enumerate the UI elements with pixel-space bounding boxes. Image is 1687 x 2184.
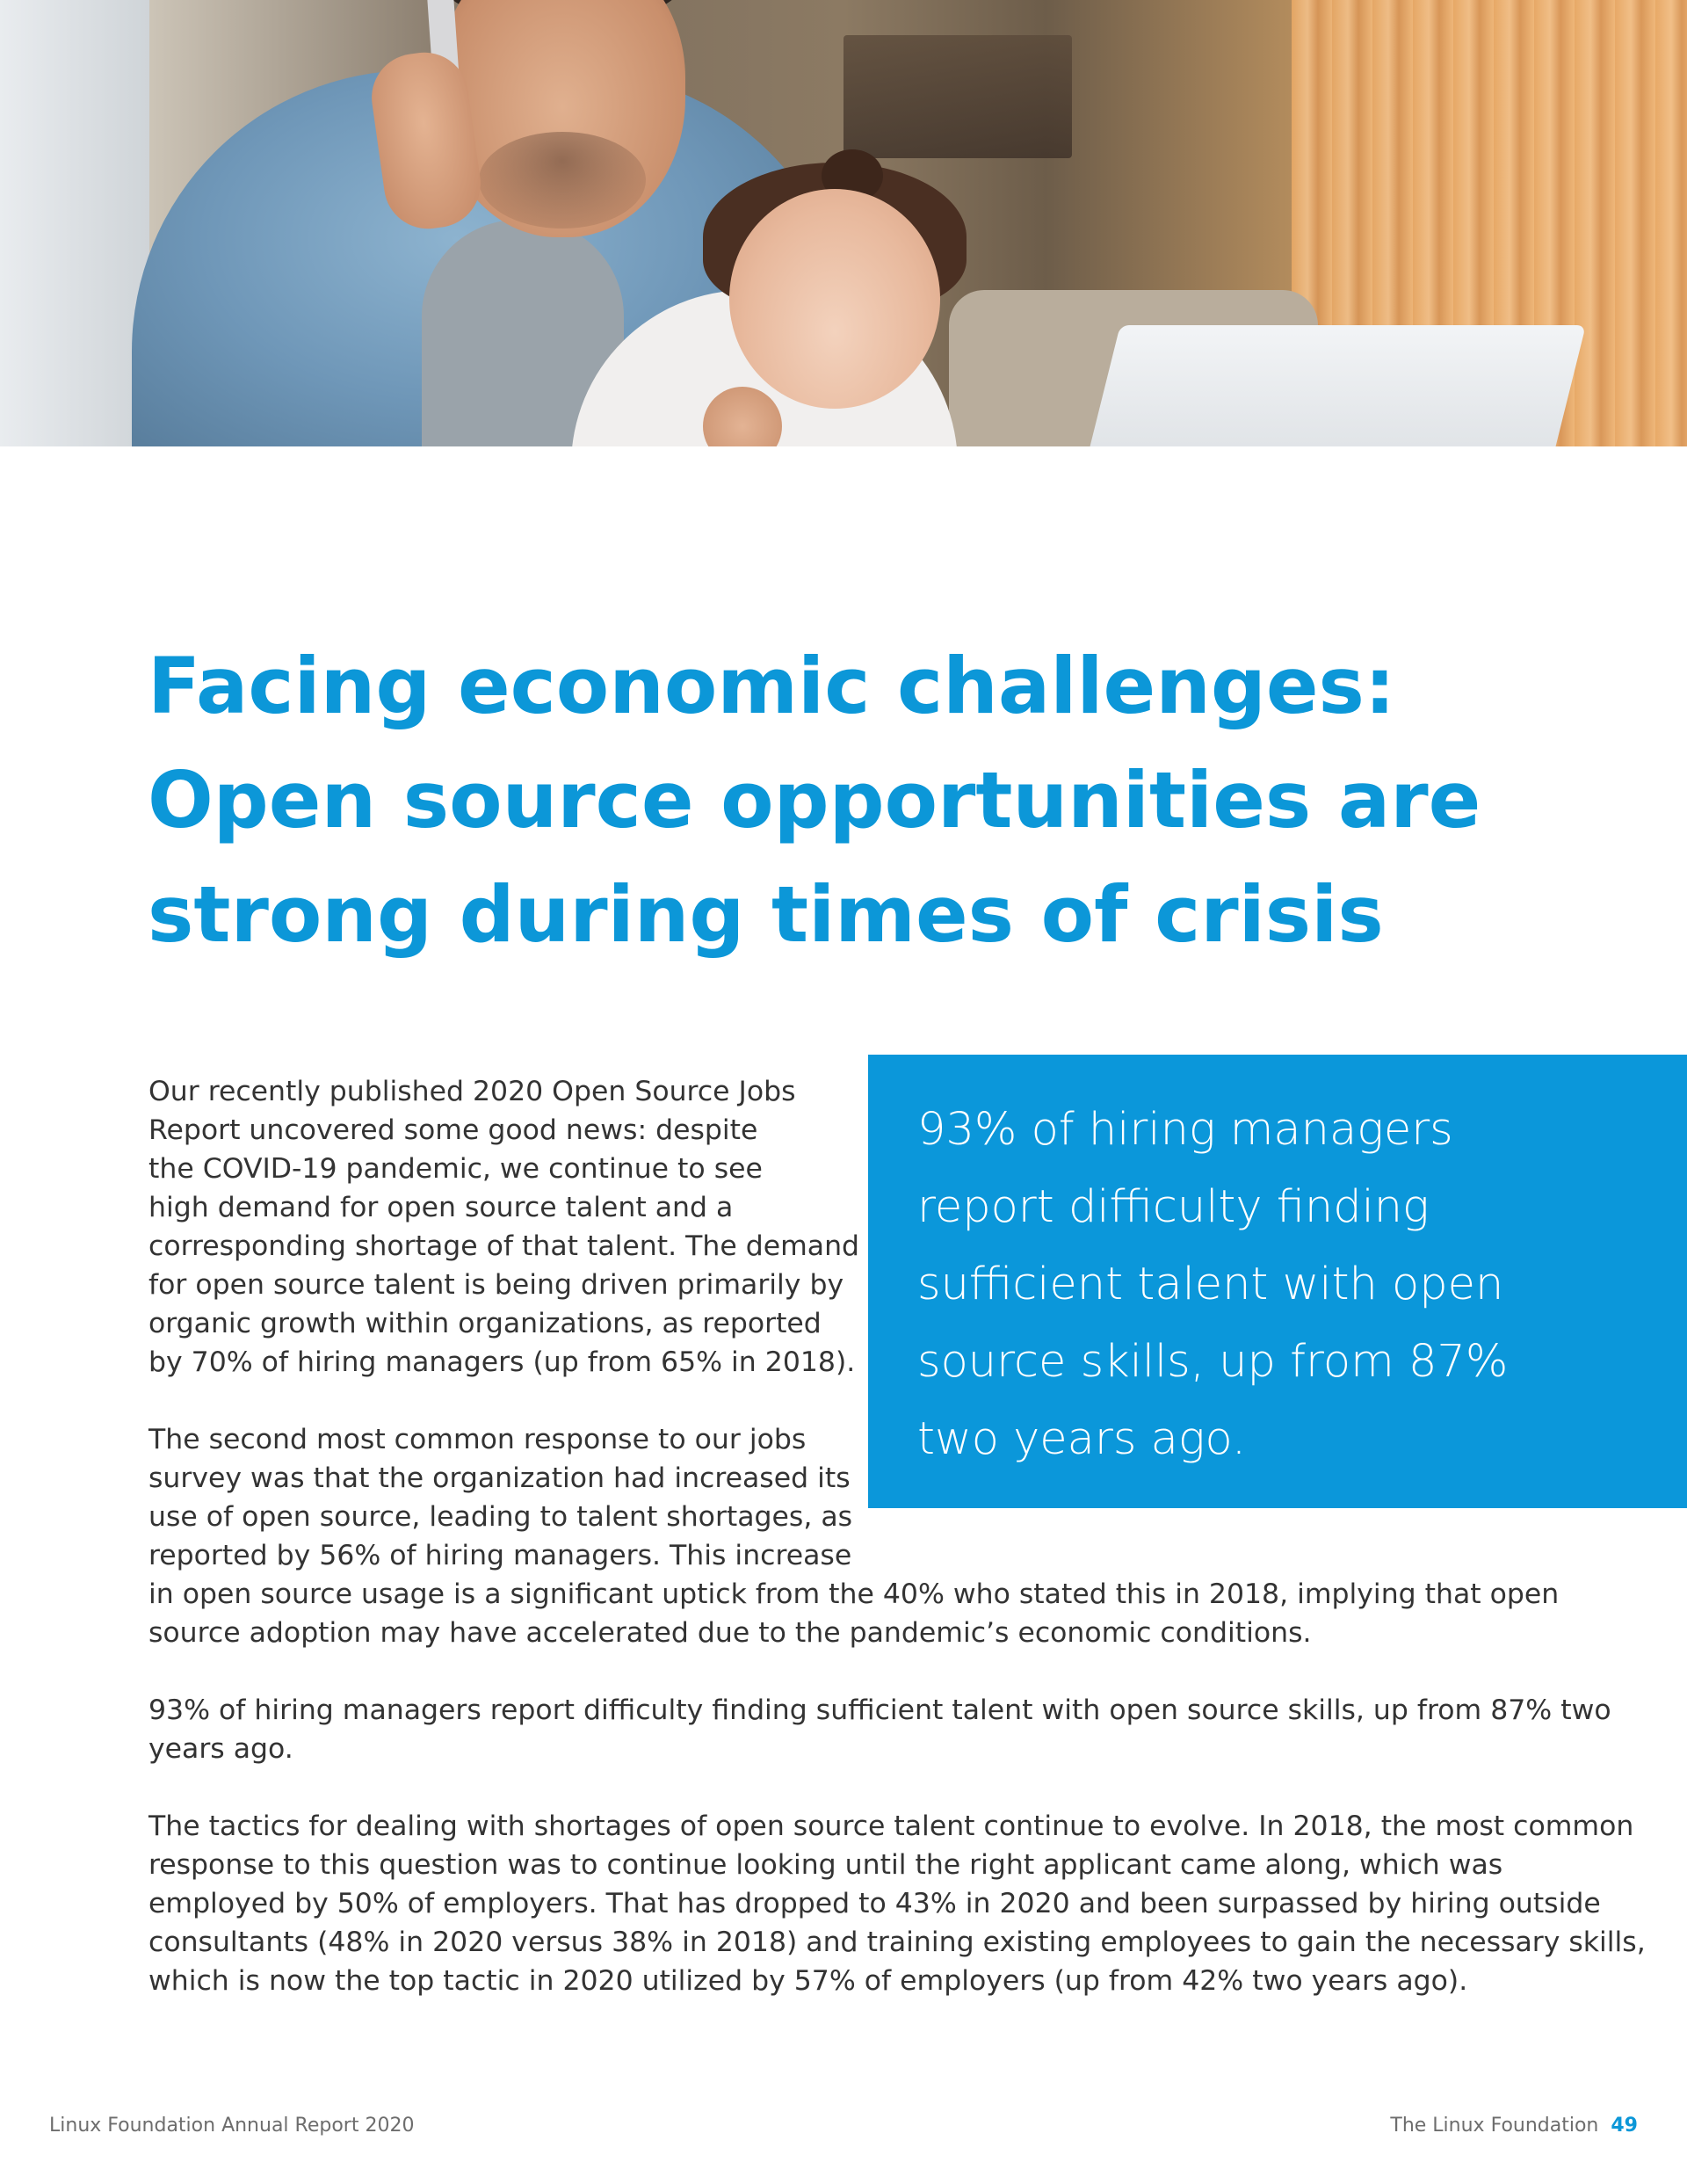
footer-report-title: Linux Foundation Annual Report 2020 bbox=[49, 2115, 415, 2137]
paragraph-4 bbox=[148, 1807, 1646, 2000]
callout-line: report difficulty finding bbox=[917, 1181, 1430, 1233]
photo-laptop bbox=[1076, 325, 1586, 446]
text-line: corresponding shortage of that talent. The demand bbox=[148, 1230, 860, 1262]
title-line: Open source opportunities are bbox=[148, 755, 1481, 845]
footer-organization: The Linux Foundation bbox=[1390, 2115, 1599, 2137]
callout-line: source skills, up from 87% bbox=[917, 1336, 1509, 1388]
text-line: employed by 50% of employers. That has dropped to 43% in 2020 and been surpassed by hiring outside bbox=[148, 1888, 1601, 1919]
photo-wall bbox=[0, 0, 149, 446]
text-line: organic growth within organizations, as reported bbox=[148, 1308, 822, 1339]
photo-man-beard bbox=[479, 132, 646, 229]
text-line: the COVID-19 pandemic, we continue to see bbox=[148, 1153, 763, 1185]
text-line: high demand for open source talent and a bbox=[148, 1192, 734, 1223]
callout-line: two years ago. bbox=[917, 1413, 1247, 1465]
hero-photo bbox=[0, 0, 1687, 446]
text-line: for open source talent is being driven primarily by bbox=[148, 1269, 844, 1301]
text-line: source adoption may have accelerated due to the pandemic’s economic conditions. bbox=[148, 1617, 1312, 1649]
title-line: Facing economic challenges: bbox=[148, 641, 1396, 731]
page-number: 49 bbox=[1611, 2115, 1638, 2137]
text-line: reported by 56% of hiring managers. This increase bbox=[148, 1540, 852, 1571]
callout-line: 93% of hiring managers bbox=[917, 1104, 1453, 1156]
text-line: use of open source, leading to talent shortages, as bbox=[148, 1501, 853, 1533]
text-line: consultants (48% in 2020 versus 38% in 2018) and training existing employees to gain the necessary skills, bbox=[148, 1926, 1646, 1958]
text-line: survey was that the organization had increased its bbox=[148, 1462, 851, 1494]
text-line: response to this question was to continue looking until the right applicant came along, which was bbox=[148, 1849, 1503, 1881]
photo-baby-head bbox=[729, 189, 940, 409]
page-title bbox=[148, 629, 1641, 972]
text-line: The tactics for dealing with shortages of open source talent continue to evolve. In 2018, the most common bbox=[148, 1810, 1634, 1842]
text-line: in open source usage is a significant uptick from the 40% who stated this in 2018, implying that open bbox=[148, 1578, 1560, 1610]
text-line: Our recently published 2020 Open Source Jobs bbox=[148, 1076, 796, 1107]
text-line: by 70% of hiring managers (up from 65% in 2018). bbox=[148, 1346, 856, 1378]
text-line: The second most common response to our jobs bbox=[148, 1424, 807, 1455]
text-line: years ago. bbox=[148, 1733, 293, 1765]
text-line: Report uncovered some good news: despite bbox=[148, 1114, 758, 1146]
footer-right bbox=[1390, 2115, 1638, 2137]
body-text bbox=[148, 1072, 1646, 2000]
paragraph-1 bbox=[148, 1072, 1554, 1382]
text-line: which is now the top tactic in 2020 utilized by 57% of employers (up from 42% two years ago). bbox=[148, 1965, 1468, 1997]
callout-line: sufficient talent with open bbox=[917, 1259, 1504, 1310]
text-line: 93% of hiring managers report difficulty finding sufficient talent with open source skills, up from 87% two bbox=[148, 1694, 1611, 1726]
title-line: strong during times of crisis bbox=[148, 869, 1384, 960]
paragraph-2 bbox=[148, 1420, 1560, 1652]
paragraph-3 bbox=[148, 1691, 1611, 1768]
photo-shelf bbox=[844, 35, 1072, 158]
